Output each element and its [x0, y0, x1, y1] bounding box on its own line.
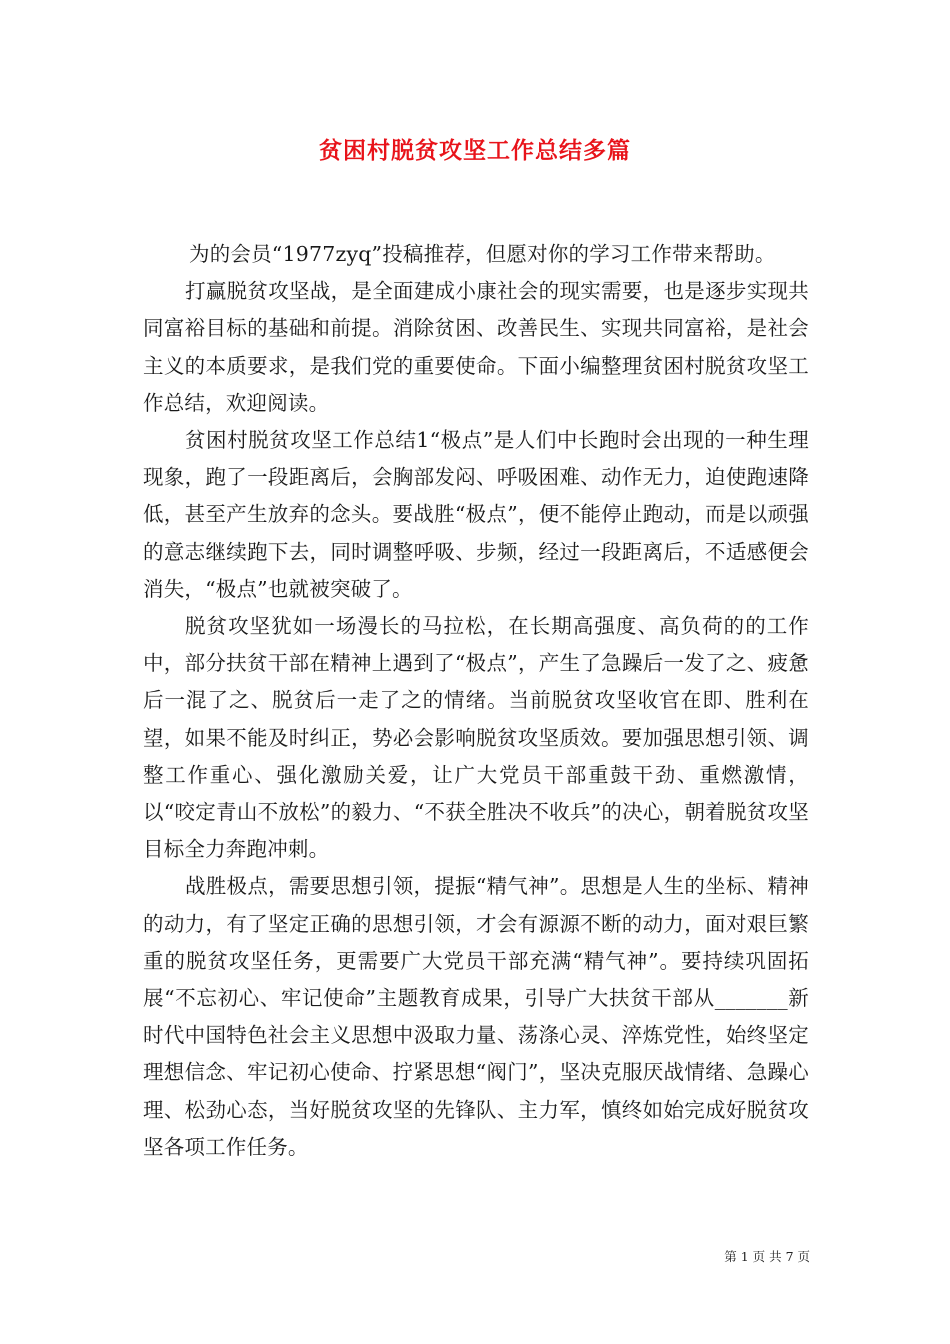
body-paragraph: 打赢脱贫攻坚战，是全面建成小康社会的现实需要，也是逐步实现共同富裕目标的基础和前提。消除贫困、改善民生、实现共同富裕，是社会主义的本质要求，是我们党的重要使命。下面小编整理贫困村脱贫攻坚工作总结，欢迎阅读。 [143, 279, 809, 415]
intro-paragraph: 为的会员“1977zyq”投稿推荐，但愿对你的学习工作带来帮助。 [189, 242, 776, 266]
body-paragraph: 贫困村脱贫攻坚工作总结1“极点”是人们中长跑时会出现的一种生理现象，跑了一段距离后，会胸部发闷、呼吸困难、动作无力，迫使跑速降低，甚至产生放弃的念头。要战胜“极点”，便不能停止跑动，而是以顽强的意志继续跑下去，同时调整呼吸、步频，经过一段距离后，不适感便会消失，“极点”也就被突破了。 [143, 428, 809, 601]
body-paragraph: 脱贫攻坚犹如一场漫长的马拉松，在长期高强度、高负荷的的工作中，部分扶贫干部在精神上遇到了“极点”，产生了急躁后一发了之、疲惫后一混了之、脱贫后一走了之的情绪。当前脱贫攻坚收官在即、胜利在望，如果不能及时纠正，势必会影响脱贫攻坚质效。要加强思想引领、调整工作重心、强化激励关爱，让广大党员干部重鼓干劲、重燃激情，以“咬定青山不放松”的毅力、“不获全胜决不收兵”的决心，朝着脱贫攻坚目标全力奔跑冲刺。 [143, 614, 809, 862]
body-paragraph: 战胜极点，需要思想引领，提振“精气神”。思想是人生的坐标、精神的动力，有了坚定正确的思想引领，才会有源源不断的动力，面对艰巨繁重的脱贫攻坚任务，更需要广大党员干部充满“精气神”。要持续巩固拓展“不忘初心、牢记使命”主题教育成果，引导广大扶贫干部从_______新时代中国特色社会主义思想中汲取力量、荡涤心灵、淬炼党性，始终坚定理想信念、牢记初心使命、拧紧思想“阀门”，坚决克服厌战情绪、急躁心理、松劲心态，当好脱贫攻坚的先锋队、主力军，慎终如始完成好脱贫攻坚各项工作任务。 [143, 874, 809, 1159]
document-title: 贫困村脱贫攻坚工作总结多篇 [319, 137, 631, 164]
page-number: 第 1 页 共 7 页 [724, 1249, 810, 1264]
document-body [143, 236, 809, 1166]
